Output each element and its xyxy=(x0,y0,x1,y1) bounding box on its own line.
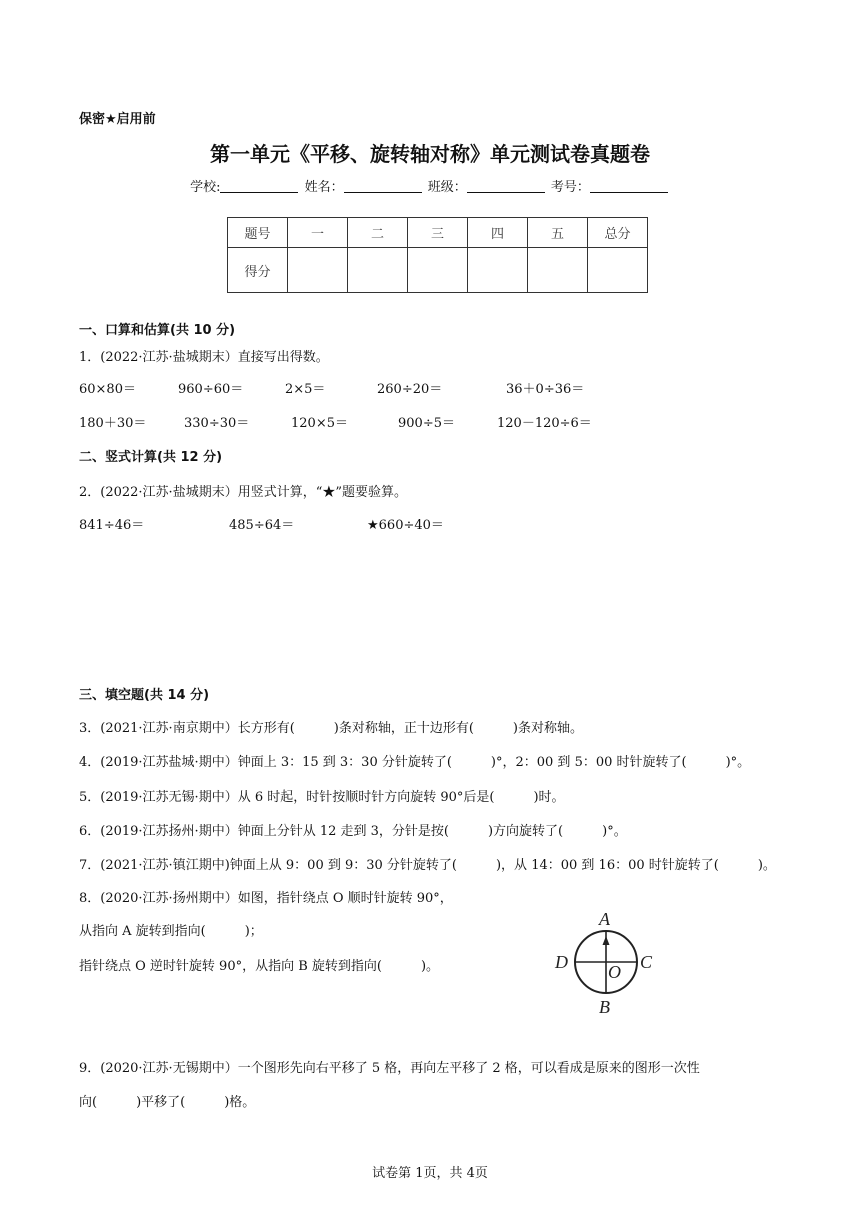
figure-label-b: B xyxy=(599,997,610,1017)
pointer-arrow-icon xyxy=(603,936,610,945)
figure-label-a: A xyxy=(599,909,610,929)
exam-number-label: 考号： xyxy=(550,180,590,195)
school-label: 学校: xyxy=(190,180,221,195)
clock-rotation-figure xyxy=(551,905,663,1017)
section-heading-1: 一、口算和估算(共 10 分) xyxy=(79,323,236,338)
score-cell[interactable] xyxy=(468,248,528,293)
calc-item: 485÷64＝ xyxy=(229,518,295,533)
class-label: 班级： xyxy=(427,180,467,195)
question-4: 4．(2019·江苏盐城·期中）钟面上 3：15 到 3：30 分针旋转了( )°，2：00 到 5：00 时针旋转了( )°。 xyxy=(79,755,751,770)
school-blank[interactable] xyxy=(220,180,298,193)
section-heading-2: 二、竖式计算(共 12 分) xyxy=(79,450,223,465)
score-header-cell: 五 xyxy=(528,218,588,248)
calc-item: 2×5＝ xyxy=(285,382,326,397)
student-info-line xyxy=(0,176,860,195)
calc-item: 960÷60＝ xyxy=(178,382,244,397)
score-table-header-row xyxy=(228,218,648,248)
question-1: 1．(2022·江苏·盐城期末）直接写出得数。 xyxy=(79,350,329,365)
page-title: 第一单元《平移、旋转轴对称》单元测试卷真题卷 xyxy=(210,142,650,166)
score-row-label: 得分 xyxy=(228,248,288,293)
exam-number-blank[interactable] xyxy=(590,180,668,193)
calc-item: 841÷46＝ xyxy=(79,518,145,533)
score-table-score-row xyxy=(228,248,648,293)
question-8-line-1: 8．(2020·江苏·扬州期中）如图，指针绕点 O 顺时针旋转 90°， xyxy=(79,891,453,906)
score-header-cell: 三 xyxy=(408,218,468,248)
score-header-cell: 题号 xyxy=(228,218,288,248)
question-5: 5．(2019·江苏无锡·期中）从 6 时起，时针按顺时针方向旋转 90°后是( )时。 xyxy=(79,790,565,805)
section-heading-3: 三、填空题(共 14 分) xyxy=(79,688,210,703)
calc-item: 330÷30＝ xyxy=(184,416,250,431)
score-header-cell: 四 xyxy=(468,218,528,248)
question-8-line-3: 指针绕点 O 逆时针旋转 90°，从指向 B 旋转到指向( )。 xyxy=(79,959,440,974)
calc-item: 120－120÷6＝ xyxy=(497,416,592,431)
question-3: 3．(2021·江苏·南京期中）长方形有( )条对称轴，正十边形有( )条对称轴。 xyxy=(79,721,583,736)
class-blank[interactable] xyxy=(467,180,545,193)
score-header-cell: 一 xyxy=(288,218,348,248)
score-header-cell: 二 xyxy=(348,218,408,248)
confidential-label: 保密★启用前 xyxy=(79,112,156,127)
page-footer: 试卷第 1页，共 4页 xyxy=(372,1166,488,1181)
score-cell[interactable] xyxy=(288,248,348,293)
name-blank[interactable] xyxy=(344,180,422,193)
score-cell[interactable] xyxy=(348,248,408,293)
calc-item: 60×80＝ xyxy=(79,382,136,397)
calc-item: 180＋30＝ xyxy=(79,416,147,431)
question-8-line-2: 从指向 A 旋转到指向( )； xyxy=(79,924,263,939)
score-cell[interactable] xyxy=(408,248,468,293)
calc-item: 120×5＝ xyxy=(291,416,348,431)
calc-item: 260÷20＝ xyxy=(377,382,443,397)
question-6: 6．(2019·江苏扬州·期中）钟面上分针从 12 走到 3，分针是按( )方向旋转了( )°。 xyxy=(79,824,627,839)
question-7: 7．(2021·江苏·镇江期中)钟面上从 9：00 到 9：30 分针旋转了( )，从 14：00 到 16：00 时针旋转了( )。 xyxy=(79,858,776,873)
score-cell[interactable] xyxy=(588,248,648,293)
calc-item: 36＋0÷36＝ xyxy=(506,382,585,397)
calc-item: 900÷5＝ xyxy=(398,416,455,431)
name-label: 姓名： xyxy=(304,180,344,195)
calc-item: ★660÷40＝ xyxy=(367,518,444,533)
score-cell[interactable] xyxy=(528,248,588,293)
figure-label-c: C xyxy=(640,952,653,972)
score-table xyxy=(227,217,648,293)
question-9-line-1: 9．(2020·江苏·无锡期中）一个图形先向右平移了 5 格，再向左平移了 2 格，可以看成是原来的图形一次性 xyxy=(79,1061,700,1076)
score-header-cell: 总分 xyxy=(588,218,648,248)
figure-label-o: O xyxy=(608,962,621,982)
question-2: 2．(2022·江苏·盐城期末）用竖式计算，“★”题要验算。 xyxy=(79,485,407,500)
figure-label-d: D xyxy=(555,952,568,972)
question-9-line-2: 向( )平移了( )格。 xyxy=(79,1095,256,1110)
